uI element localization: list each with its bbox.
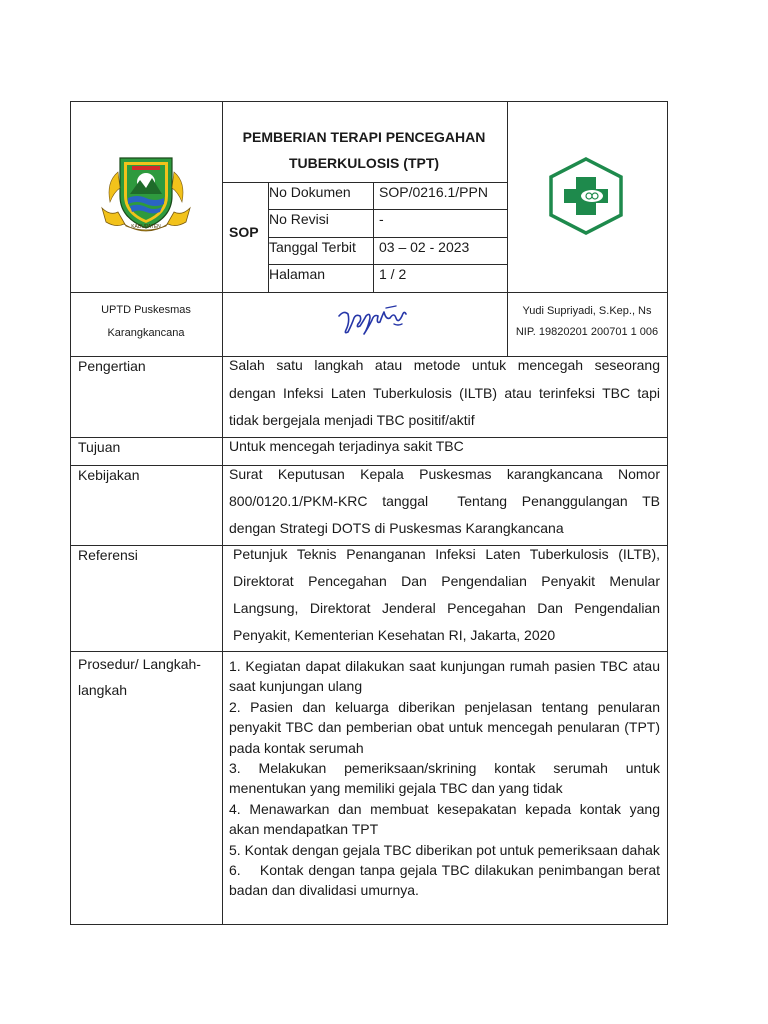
meta-label-no-dokumen: No Dokumen <box>269 184 351 200</box>
sop-label: SOP <box>229 224 259 240</box>
signature-image <box>336 304 410 338</box>
puskesmas-logo <box>546 157 626 235</box>
meta-label-tanggal-terbit: Tanggal Terbit <box>269 239 356 255</box>
tujuan-line1: Untuk mencegah terjadinya sakit TBC <box>229 438 464 454</box>
procedure-step-5: 5. Kontak dengan gejala TBC diberikan pot untuk pemeriksaan dahak <box>229 841 660 858</box>
procedure-step-2: 2. Pasien dan keluarga diberikan penjelasan tentang penularan penyakit TBC dan pemberian obat untuk mencegah penularan (TPT) pada kontak serumah <box>229 698 660 756</box>
kebijakan-line1: Surat Keputusan Kepala Puskesmas karangkancana Nomor <box>229 466 660 482</box>
meta-label-halaman: Halaman <box>269 266 326 282</box>
procedure-step-4: 4. Menawarkan dan membuat kesepakatan kepada kontak yang akan mendapatkan TPT <box>229 800 660 838</box>
meta-value-no-revisi: - <box>379 211 384 227</box>
referensi-line2: Direktorat Pencegahan Dan Pengendalian Penyakit Menular <box>233 573 660 589</box>
referensi-line4: Penyakit, Kementerian Kesehatan RI, Jakarta, 2020 <box>233 627 556 643</box>
referensi-line1: Petunjuk Teknis Penanganan Infeksi Laten Tuberkulosis (ILTB), <box>233 546 660 562</box>
regency-crest-logo <box>96 152 196 238</box>
org-name-line2: Karangkancana <box>107 327 185 339</box>
meta-value-halaman: 1 / 2 <box>379 266 407 282</box>
row-label-prosedur-line1: Prosedur/ Langkah- <box>78 656 201 672</box>
row-label-kebijakan: Kebijakan <box>78 467 140 483</box>
procedure-step-6: 6. Kontak dengan tanpa gejala TBC dilakukan penimbangan berat badan dan divalidasi umurnya. <box>229 862 664 899</box>
procedure-steps <box>229 656 664 901</box>
document-title-line1: PEMBERIAN TERAPI PENCEGAHAN <box>242 129 486 145</box>
meta-value-no-dokumen: SOP/0216.1/PPN <box>379 184 488 200</box>
signer-name: Yudi Supriyadi, S.Kep., Ns <box>522 305 652 317</box>
meta-label-no-revisi: No Revisi <box>269 211 329 227</box>
kebijakan-line3: dengan Strategi DOTS di Puskesmas Karangkancana <box>229 520 564 536</box>
row-label-tujuan: Tujuan <box>78 439 121 455</box>
procedure-step-1: 1. Kegiatan dapat dilakukan saat kunjungan rumah pasien TBC atau saat kunjungan ulang <box>229 658 660 695</box>
row-label-prosedur-line2: langkah <box>78 682 128 698</box>
referensi-line3: Langsung, Direktorat Jenderal Pencegahan Dan Pengendalian <box>233 600 660 616</box>
pengertian-line1: Salah satu langkah atau metode untuk mencegah seseorang <box>229 357 660 373</box>
row-label-pengertian: Pengertian <box>78 358 146 374</box>
pengertian-line2: dengan Infeksi Laten Tuberkulosis (ILTB) atau terinfeksi TBC tapi <box>229 385 660 401</box>
document-title-line2: TUBERKULOSIS (TPT) <box>288 155 440 171</box>
org-name-line1: UPTD Puskesmas <box>101 304 191 316</box>
crest-ribbon-text: KABUPATEN <box>131 224 161 230</box>
pengertian-line3: tidak bergejala menjadi TBC positif/aktif <box>229 412 475 428</box>
signer-nip: NIP. 19820201 200701 1 006 <box>515 326 659 338</box>
row-label-referensi: Referensi <box>78 547 138 563</box>
procedure-step-3: 3. Melakukan pemeriksaan/skrining kontak serumah untuk menentukan yang memiliki gejala TBC dan yang tidak <box>229 760 660 797</box>
kebijakan-line2: 800/0120.1/PKM-KRC tanggal Tentang Penanggulangan TB <box>229 493 660 509</box>
meta-value-tanggal-terbit: 03 – 02 - 2023 <box>379 239 470 255</box>
